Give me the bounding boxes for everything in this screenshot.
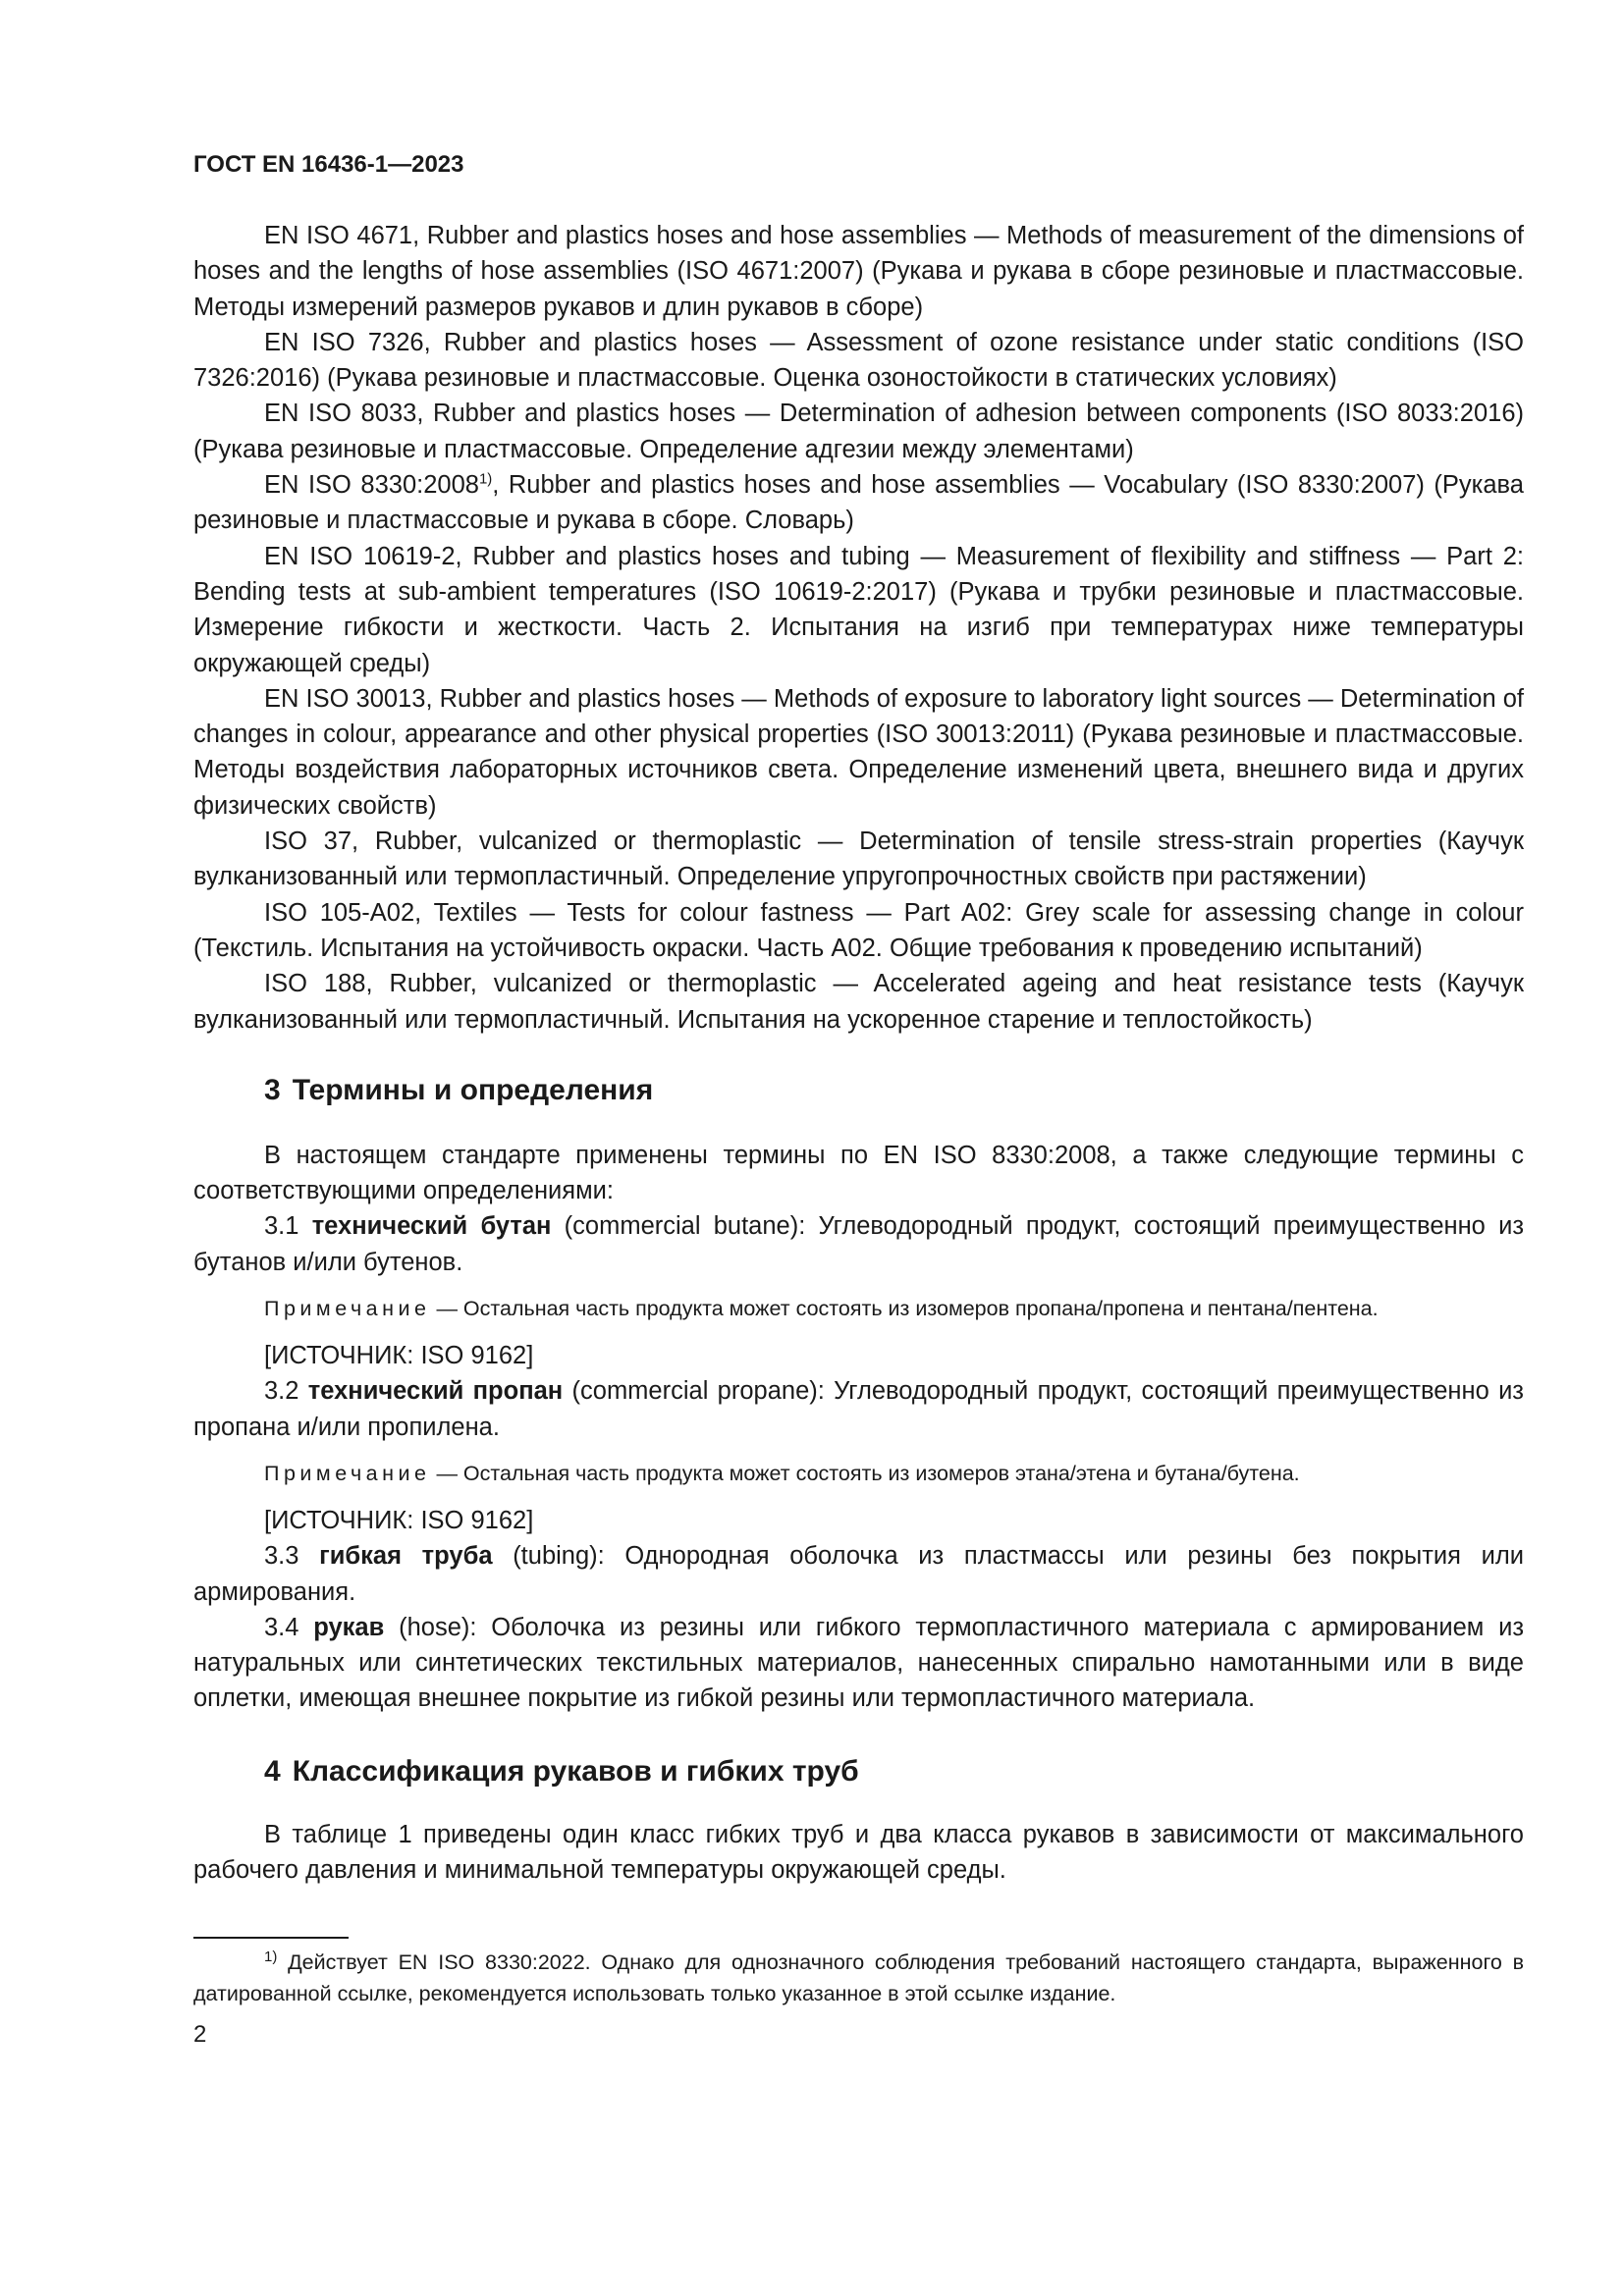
note-label: Примечание: [264, 1297, 431, 1321]
note-label: Примечание: [264, 1461, 431, 1485]
footnote-divider: [193, 1937, 349, 1939]
term-definition: (hose): Оболочка из резины или гибкого термопластичного материала с армированием из натуральных или синтетических текстильных материалов, нанесенных спирально намотанными или в виде оплетки, имеющая внешнее покрытие из гибкой резины или термопластичного материала.: [193, 1613, 1525, 1713]
reference-item: EN ISO 10619-2, Rubber and plastics hoses and tubing — Measurement of flexibility and stiffness — Part 2: Bending tests at sub-ambient temperatures (ISO 10619-2:2017) (Рукава и трубки резиновые и пластмассовые. Измерение гибкости и жесткости. Часть 2. Испытания на изгиб при температурах ниже температуры окружающей среды): [193, 542, 1524, 677]
term-3-1: [193, 1208, 1524, 1280]
term-name: технический бутан: [311, 1212, 552, 1241]
reference-item: EN ISO 7326, Rubber and plastics hoses — Assessment of ozone resistance under static conditions (ISO 7326:2016) (Рукава резиновые и пластмассовые. Оценка озоностойкости в статических условиях): [193, 328, 1524, 393]
term-definition: (tubing): Однородная оболочка из пластмассы или резины без покрытия или армирования.: [193, 1542, 1524, 1606]
term-3-2-source: [ИСТОЧНИК: ISO 9162]: [264, 1506, 534, 1534]
reference-item: ISO 105-A02, Textiles — Tests for colour fastness — Part A02: Grey scale for assessing change in colour (Текстиль. Испытания на устойчивость окраски. Часть A02. Общие требования к проведению испытаний): [193, 898, 1524, 962]
section-4-heading: [193, 1752, 1524, 1791]
note-text: — Остальная часть продукта может состоять из изомеров этана/этена и бутана/бутена.: [436, 1461, 1300, 1485]
term-definition: (commercial propane): Углеводородный продукт, состоящий преимущественно из пропана и/или пропилена.: [193, 1377, 1525, 1441]
reference-text: , Rubber and plastics hoses and hose assemblies — Vocabulary (ISO 8330:2007) (Рукава резиновые и пластмассовые и рукава в сборе. Словарь): [193, 471, 1524, 535]
term-3-2: [193, 1373, 1524, 1445]
reference-item: EN ISO 4671, Rubber and plastics hoses and hose assemblies — Methods of measurement of the dimensions of hoses and the lengths of hose assemblies (ISO 4671:2007) (Рукава и рукава в сборе резиновые и пластмассовые. Методы измерений размеров рукавов и длин рукавов в сборе): [193, 222, 1524, 321]
section-3-intro: В настоящем стандарте применены термины по EN ISO 8330:2008, а также следующие термины с соответствующими определениями:: [193, 1141, 1524, 1205]
reference-code: EN ISO 8330:2008: [264, 471, 479, 500]
reference-item: ISO 37, Rubber, vulcanized or thermoplastic — Determination of tensile stress-strain properties (Каучук вулканизованный или термопластичный. Определение упругопрочностных свойств при растяжении): [193, 828, 1524, 891]
footnote-text: Действует EN ISO 8330:2022. Однако для однозначного соблюдения требований настоящего стандарта, выраженного в датированной ссылке, рекомендуется использовать только указанное в этой ссылке издание.: [193, 1950, 1524, 2006]
section-number: 4: [264, 1754, 281, 1788]
section-3-heading: [193, 1071, 1524, 1110]
normative-references: [193, 218, 1524, 1038]
footnote-marker: 1): [478, 470, 493, 488]
document-header: ГОСТ EN 16436-1—2023: [193, 151, 464, 178]
term-name: гибкая труба: [319, 1542, 493, 1571]
term-3-1-source: [ИСТОЧНИК: ISO 9162]: [264, 1342, 534, 1370]
page-number: 2: [193, 2021, 207, 2049]
term-number: 3.1: [264, 1212, 299, 1241]
footnote-marker: 1): [264, 1949, 278, 1966]
reference-item: EN ISO 8033, Rubber and plastics hoses — Determination of adhesion between components (ISO 8033:2016) (Рукава резиновые и пластмассовые. Определение адгезии между элементами): [193, 400, 1524, 463]
term-3-2-note: [193, 1459, 1524, 1489]
section-title: Классификация рукавов и гибких труб: [292, 1754, 859, 1788]
term-number: 3.2: [264, 1377, 299, 1406]
term-number: 3.3: [264, 1542, 299, 1571]
reference-item-8330: [193, 467, 1524, 539]
term-3-4: [193, 1610, 1524, 1717]
term-name: рукав: [313, 1613, 385, 1641]
term-number: 3.4: [264, 1613, 299, 1641]
footnote: [193, 1947, 1524, 2009]
term-definition: (commercial butane): Углеводородный продукт, состоящий преимущественно из бутанов и/или бутенов.: [193, 1212, 1525, 1276]
note-text: — Остальная часть продукта может состоять из изомеров пропана/пропена и пентана/пентена.: [436, 1297, 1379, 1321]
reference-item: EN ISO 30013, Rubber and plastics hoses — Methods of exposure to laboratory light sources — Determination of changes in colour, appearance and other physical properties (ISO 30013:2011) (Рукава резиновые и пластмассовые. Методы воздействия лабораторных источников света. Определение изменений цвета, внешнего вида и других физических свойств): [193, 684, 1524, 820]
term-3-3: [193, 1538, 1524, 1610]
section-4-text: В таблице 1 приведены один класс гибких труб и два класса рукавов в зависимости от максимального рабочего давления и минимальной температуры окружающей среды.: [193, 1820, 1524, 1884]
reference-item: ISO 188, Rubber, vulcanized or thermoplastic — Accelerated ageing and heat resistance tests (Каучук вулканизованный или термопластичный. Испытания на ускоренное старение и теплостойкость): [193, 970, 1524, 1034]
section-number: 3: [264, 1073, 281, 1106]
term-3-1-note: [193, 1294, 1524, 1324]
term-name: технический пропан: [307, 1377, 564, 1406]
section-title: Термины и определения: [292, 1073, 654, 1106]
